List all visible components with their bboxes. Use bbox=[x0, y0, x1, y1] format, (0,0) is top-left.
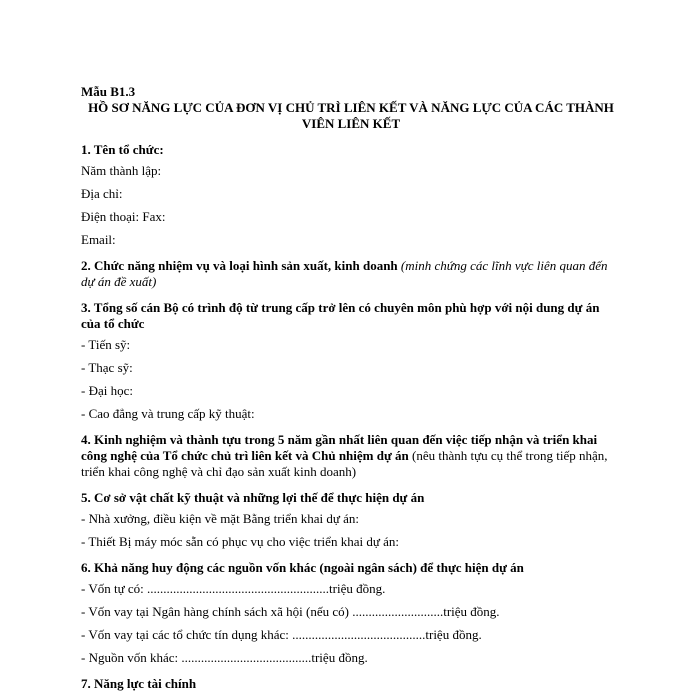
field-other-capital: - Nguồn vốn khác: ........................................triệu đồng. bbox=[81, 650, 368, 665]
section-6-heading: 6. Khả năng huy động các nguồn vốn khác (ngoài ngân sách) để thực hiện dự án bbox=[81, 560, 524, 575]
field-bachelors: - Đại học: bbox=[81, 383, 133, 398]
section-4-heading bbox=[81, 432, 621, 480]
form-code: Mẫu B1.3 bbox=[81, 84, 136, 99]
field-credit-loan: - Vốn vay tại các tổ chức tín dụng khác: .........................................triệu đồng. bbox=[81, 627, 482, 642]
field-phone-fax: Điện thoại: Fax: bbox=[81, 209, 166, 224]
section-5-heading: 5. Cơ sở vật chất kỹ thuật và những lợi thế để thực hiện dự án bbox=[81, 490, 425, 505]
field-masters: - Thạc sỹ: bbox=[81, 360, 133, 375]
section-4-title: 4. Kinh nghiệm và thành tựu trong 5 năm gần nhất liên quan đến việc tiếp nhận và triển khai công nghệ của Tổ chức chủ trì liên kết và Chủ nhiệm dự án bbox=[81, 432, 598, 463]
document-title: HỒ SƠ NĂNG LỰC CỦA ĐƠN VỊ CHỦ TRÌ LIÊN KẾT VÀ NĂNG LỰC CỦA CÁC THÀNH VIÊN LIÊN KẾT bbox=[88, 100, 614, 131]
document-content bbox=[81, 84, 621, 697]
section-7-heading: 7. Năng lực tài chính bbox=[81, 676, 197, 691]
field-facilities: - Nhà xưởng, điều kiện về mặt Bằng triển khai dự án: bbox=[81, 511, 360, 526]
section-3-heading: 3. Tổng số cán Bộ có trình độ từ trung cấp trở lên có chuyên môn phù hợp với nội dung dự án của tổ chức bbox=[81, 300, 600, 331]
section-2-heading bbox=[81, 258, 621, 290]
section-2-note: (minh chứng các lĩnh vực liên quan đến dự án đề xuất) bbox=[81, 258, 608, 289]
field-college-vocational: - Cao đẳng và trung cấp kỹ thuật: bbox=[81, 406, 255, 421]
field-social-bank-loan: - Vốn vay tại Ngân hàng chính sách xã hội (nếu có) ............................triệu đồng. bbox=[81, 604, 500, 619]
field-own-capital: - Vốn tự có: ........................................................triệu đồng. bbox=[81, 581, 386, 596]
section-1-heading: 1. Tên tổ chức: bbox=[81, 142, 164, 157]
field-email: Email: bbox=[81, 232, 116, 247]
field-founded-year: Năm thành lập: bbox=[81, 163, 162, 178]
section-2-title: 2. Chức năng nhiệm vụ và loại hình sản xuất, kinh doanh bbox=[81, 258, 398, 273]
section-4-note: (nêu thành tựu cụ thể trong tiếp nhận, triển khai công nghệ và chỉ đạo sản xuất kinh doanh) bbox=[81, 448, 608, 479]
field-address: Địa chỉ: bbox=[81, 186, 123, 201]
field-phd: - Tiến sỹ: bbox=[81, 337, 131, 352]
field-equipment: - Thiết Bị máy móc sẵn có phục vụ cho việc triển khai dự án: bbox=[81, 534, 399, 549]
